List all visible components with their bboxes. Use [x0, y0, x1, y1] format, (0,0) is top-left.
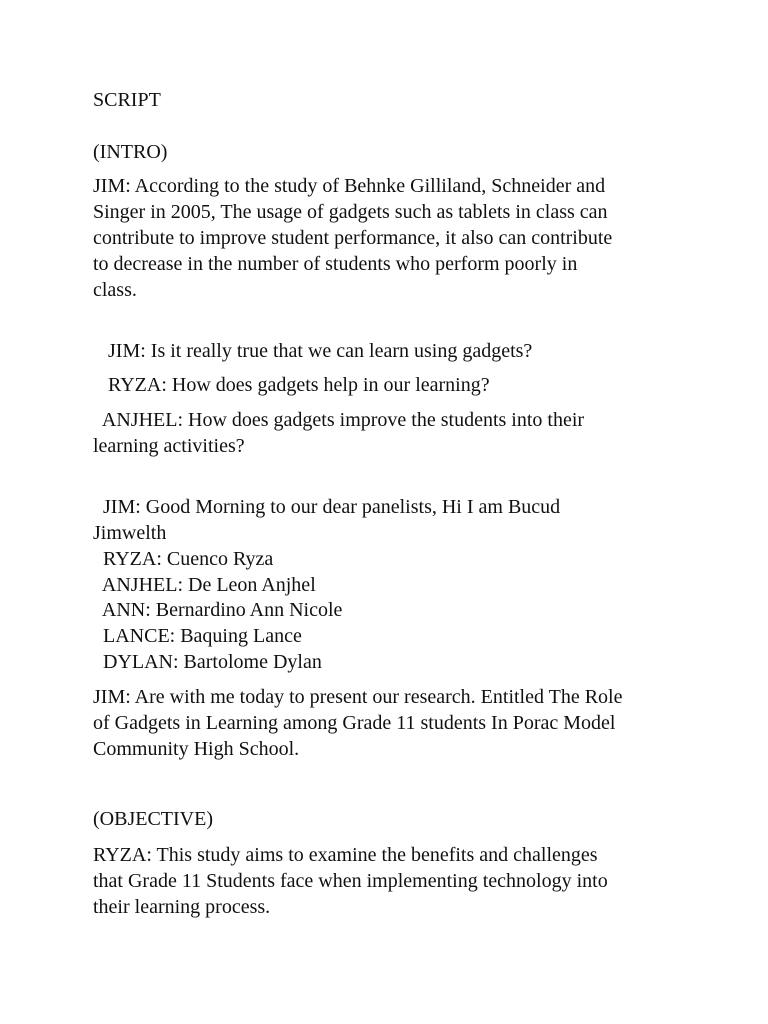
presentation-line-3: Community High School. — [93, 738, 300, 760]
objective-heading: (OBJECTIVE) — [93, 808, 213, 830]
objective-line-1: RYZA: This study aims to examine the benefits and challenges — [93, 844, 598, 866]
intro-heading: (INTRO) — [93, 141, 168, 163]
question-ryza: RYZA: How does gadgets help in our learning? — [93, 374, 490, 396]
intro-paragraph-line-4: to decrease in the number of students who perform poorly in — [93, 253, 578, 275]
member-lance: LANCE: Baquing Lance — [93, 625, 302, 647]
document-title: SCRIPT — [93, 89, 161, 111]
member-anjhel: ANJHEL: De Leon Anjhel — [93, 574, 316, 596]
question-anjhel-line-1: ANJHEL: How does gadgets improve the students into their — [93, 409, 585, 431]
presentation-line-2: of Gadgets in Learning among Grade 11 students In Porac Model — [93, 712, 616, 734]
objective-line-2: that Grade 11 Students face when implementing technology into — [93, 870, 608, 892]
question-jim: JIM: Is it really true that we can learn using gadgets? — [93, 340, 533, 362]
intro-paragraph-line-1: JIM: According to the study of Behnke Gilliland, Schneider and — [93, 175, 606, 197]
greeting-line-2: Jimwelth — [93, 522, 167, 544]
objective-line-3: their learning process. — [93, 896, 271, 918]
greeting-line-1: JIM: Good Morning to our dear panelists, Hi I am Bucud — [93, 496, 561, 518]
intro-paragraph-line-5: class. — [93, 279, 137, 301]
member-ryza: RYZA: Cuenco Ryza — [93, 548, 274, 570]
presentation-line-1: JIM: Are with me today to present our research. Entitled The Role — [93, 686, 623, 708]
question-anjhel-line-2: learning activities? — [93, 435, 245, 457]
intro-paragraph-line-3: contribute to improve student performance, it also can contribute — [93, 227, 613, 249]
intro-paragraph-line-2: Singer in 2005, The usage of gadgets such as tablets in class can — [93, 201, 608, 223]
member-ann: ANN: Bernardino Ann Nicole — [93, 599, 343, 621]
member-dylan: DYLAN: Bartolome Dylan — [93, 651, 322, 673]
